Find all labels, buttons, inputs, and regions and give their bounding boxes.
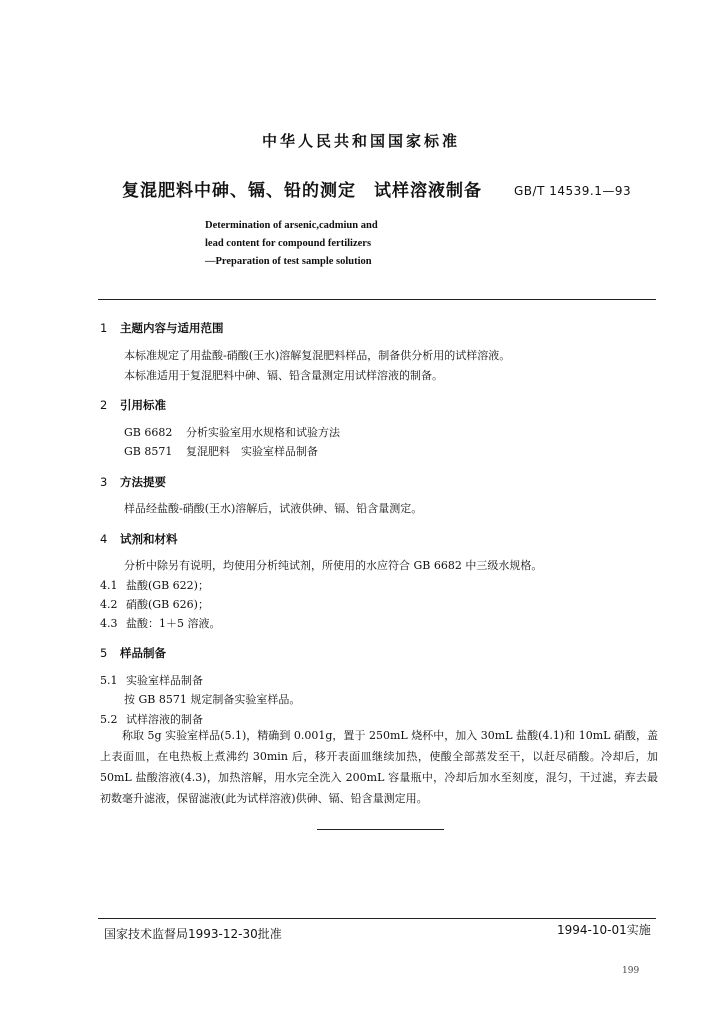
section-1-line-1: 本标准规定了用盐酸-硝酸(王水)溶解复混肥料样品，制备供分析用的试样溶液。 [124,349,511,362]
section-number: 5 [100,646,108,660]
approval-date: 国家技术监督局1993-12-30批准 [104,927,282,941]
footer-divider [98,918,656,919]
subsection-5-1-heading [100,672,203,688]
document-title-cn: 复混肥料中砷、镉、铅的测定 试样溶液制备 [122,181,482,201]
section-number: 2 [100,398,108,412]
item-number: 5.2 [100,713,118,726]
page-number: 199 [622,966,640,976]
header-divider [98,299,656,300]
reagent-item [100,577,209,593]
section-title: 方法提要 [120,475,166,489]
implementation-date: 1994-10-01实施 [557,923,651,937]
section-title: 引用标准 [120,398,166,412]
standard-code: GB/T 14539.1—93 [514,184,632,198]
section-title: 主题内容与适用范围 [120,321,224,335]
subsection-title: 实验室样品制备 [126,674,203,687]
section-3-heading [100,474,166,490]
section-1-line-2: 本标准适用于复混肥料中砷、镉、铅含量测定用试样溶液的制备。 [124,369,443,382]
subsection-5-2-text: 称取 5g 实验室样品(5.1)，精确到 0.001g，置于 250mL 烧杯中，加入 30mL 盐酸(4.1)和 10mL 硝酸，盖上表面皿，在电热板上煮沸约 30min 后，移开表面皿继续加热，使酸全部蒸发至干，以赶尽硝酸。冷却后，加 50mL 盐酸溶液(4.3)，加热溶解，用水完全洗入 200mL 容量瓶中，冷却后加水至刻度，混匀，干过滤，弃去最初数毫升滤液，保留滤液(此为试样溶液)供砷、镉、铅含量测定用。 [100,729,658,805]
section-number: 1 [100,321,108,335]
reagent-item [100,615,221,631]
reference-text: 复混肥料 实验室样品制备 [186,445,318,458]
section-number: 3 [100,475,108,489]
item-number: 4.2 [100,598,118,611]
reference-item [124,424,340,440]
section-title: 样品制备 [120,646,166,660]
reference-item [124,443,318,459]
document-title-en-line-1: Determination of arsenic,cadmiun and [205,220,378,231]
subsection-title: 试样溶液的制备 [126,713,203,726]
reference-code: GB 8571 [124,445,173,458]
section-title: 试剂和材料 [120,532,178,546]
section-1-heading [100,320,224,336]
section-4-intro: 分析中除另有说明，均使用分析纯试剂，所使用的水应符合 GB 6682 中三级水规格。 [124,559,543,572]
reagent-item [100,596,209,612]
document-title-en-line-2: lead content for compound fertilizers [205,238,372,249]
item-text: 盐酸：1＋5 溶液。 [126,617,221,630]
standard-header: 中华人民共和国国家标准 [261,132,460,150]
section-5-heading [100,645,166,661]
subsection-5-1-text: 按 GB 8571 规定制备实验室样品。 [124,693,301,706]
item-number: 4.3 [100,617,118,630]
item-number: 4.1 [100,579,118,592]
end-divider [317,829,444,830]
section-3-text: 样品经盐酸-硝酸(王水)溶解后，试液供砷、镉、铅含量测定。 [124,502,423,515]
item-text: 硝酸(GB 626)； [126,598,209,611]
item-number: 5.1 [100,674,118,687]
reference-text: 分析实验室用水规格和试验方法 [186,426,340,439]
section-2-heading [100,397,166,413]
reference-code: GB 6682 [124,426,173,439]
section-number: 4 [100,532,108,546]
item-text: 盐酸(GB 622)； [126,579,209,592]
section-4-heading [100,531,178,547]
document-title-en-line-3: —Preparation of test sample solution [205,256,372,267]
